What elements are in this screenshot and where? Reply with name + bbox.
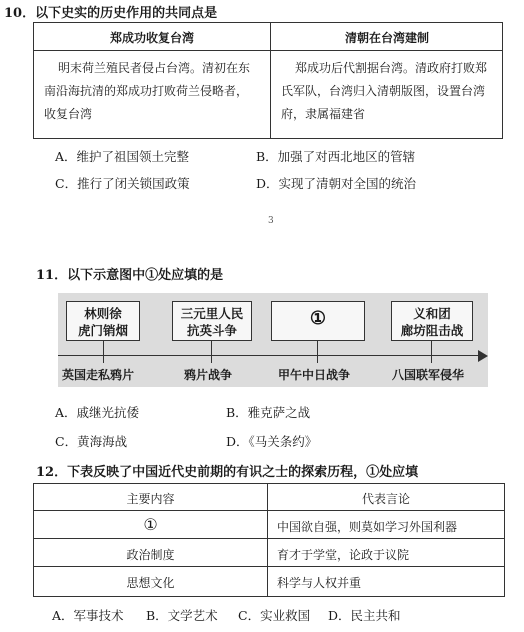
q12-cell-blank: ① xyxy=(143,515,158,534)
q10-option-b: B．加强了对西北地区的管辖 xyxy=(256,149,416,164)
table-divider xyxy=(34,510,504,511)
q12-option-a: A．军事技术 xyxy=(52,608,124,623)
timeline-arrow-icon xyxy=(478,350,488,362)
timeline-box-blank xyxy=(271,301,365,341)
table-cell-line: 南沿海抗清的郑成功打败荷兰侵略者， xyxy=(44,84,249,98)
q10-option-d: D．实现了清朝对全国的统治 xyxy=(256,176,417,191)
q10-cell-left xyxy=(44,57,266,126)
timeline-event-1: 英国走私鸦片 xyxy=(62,368,135,382)
table-cell-line: 郑成功后代割据台湾。清政府打败郑 xyxy=(295,61,488,75)
timeline-box-2 xyxy=(172,301,252,341)
q12-option-b: B．文学艺术 xyxy=(146,608,218,623)
q10-header-right: 清朝在台湾建制 xyxy=(344,31,429,45)
q12-cell-quote-1: 中国欲自强，则莫如学习外国利器 xyxy=(277,520,458,534)
timeline-tick xyxy=(431,355,432,363)
timeline-tick xyxy=(211,355,212,363)
table-divider xyxy=(34,566,504,567)
q12-header-right: 代表言论 xyxy=(361,492,410,506)
q12-cell-quote-3: 科学与人权并重 xyxy=(277,576,362,590)
table-divider xyxy=(34,538,504,539)
q12-cell-content-3: 思想文化 xyxy=(126,576,175,590)
timeline-tick xyxy=(103,355,104,363)
timeline-box-1 xyxy=(66,301,140,341)
timeline-box-text: 林则徐 虎门销烟 xyxy=(77,306,128,338)
q11-option-b: B．雅克萨之战 xyxy=(226,405,311,420)
table-divider xyxy=(34,50,502,51)
question-11-title: 11．以下示意图中①处应填的是 xyxy=(36,268,224,283)
timeline-box-text: 义和团 廊坊阻击战 xyxy=(400,306,464,338)
q11-option-a: A．戚继光抗倭 xyxy=(55,405,140,420)
table-cell-line: 府，隶属福建省 xyxy=(281,107,366,121)
timeline-box-text: 三元里人民 抗英斗争 xyxy=(180,306,244,338)
timeline-connector xyxy=(211,341,212,355)
q12-option-d: D．民主共和 xyxy=(328,608,401,623)
table-cell-line: 明末荷兰殖民者侵占台湾。清初在东 xyxy=(58,61,251,75)
timeline-tick xyxy=(317,355,318,363)
timeline-connector xyxy=(317,341,318,355)
page-number: 3 xyxy=(268,216,274,226)
timeline-box-4 xyxy=(391,301,473,341)
table-cell-line: 收复台湾 xyxy=(44,107,93,121)
q11-option-c: C．黄海海战 xyxy=(55,434,128,449)
q12-option-c: C．实业救国 xyxy=(238,608,311,623)
q12-header-left: 主要内容 xyxy=(126,492,175,506)
table-cell-line: 氏军队，台湾归入清朝版图，设置台湾 xyxy=(281,84,486,98)
q12-table xyxy=(33,483,505,597)
q11-option-d: D．《马关条约》 xyxy=(226,434,318,449)
timeline-connector xyxy=(431,341,432,355)
timeline-connector xyxy=(103,341,104,355)
timeline-event-2: 鸦片战争 xyxy=(184,368,233,382)
timeline-diagram xyxy=(58,293,488,387)
q10-table xyxy=(33,22,503,139)
timeline-axis xyxy=(58,355,482,356)
question-10-title: 10．以下史实的历史作用的共同点是 xyxy=(4,6,218,21)
q10-cell-right xyxy=(281,57,499,126)
timeline-event-3: 甲午中日战争 xyxy=(278,368,351,382)
question-12-title: 12．下表反映了中国近代史前期的有识之士的探索历程，①处应填 xyxy=(36,465,419,480)
timeline-event-4: 八国联军侵华 xyxy=(392,368,465,382)
q10-option-c: C．推行了闭关锁国政策 xyxy=(55,176,190,191)
q10-header-left: 郑成功收复台湾 xyxy=(109,31,194,45)
q10-option-a: A．维护了祖国领土完整 xyxy=(55,149,190,164)
q12-cell-quote-2: 育才于学堂，论政于议院 xyxy=(277,548,410,562)
timeline-box-text: ① xyxy=(309,308,327,329)
q12-cell-content-2: 政治制度 xyxy=(126,548,175,562)
